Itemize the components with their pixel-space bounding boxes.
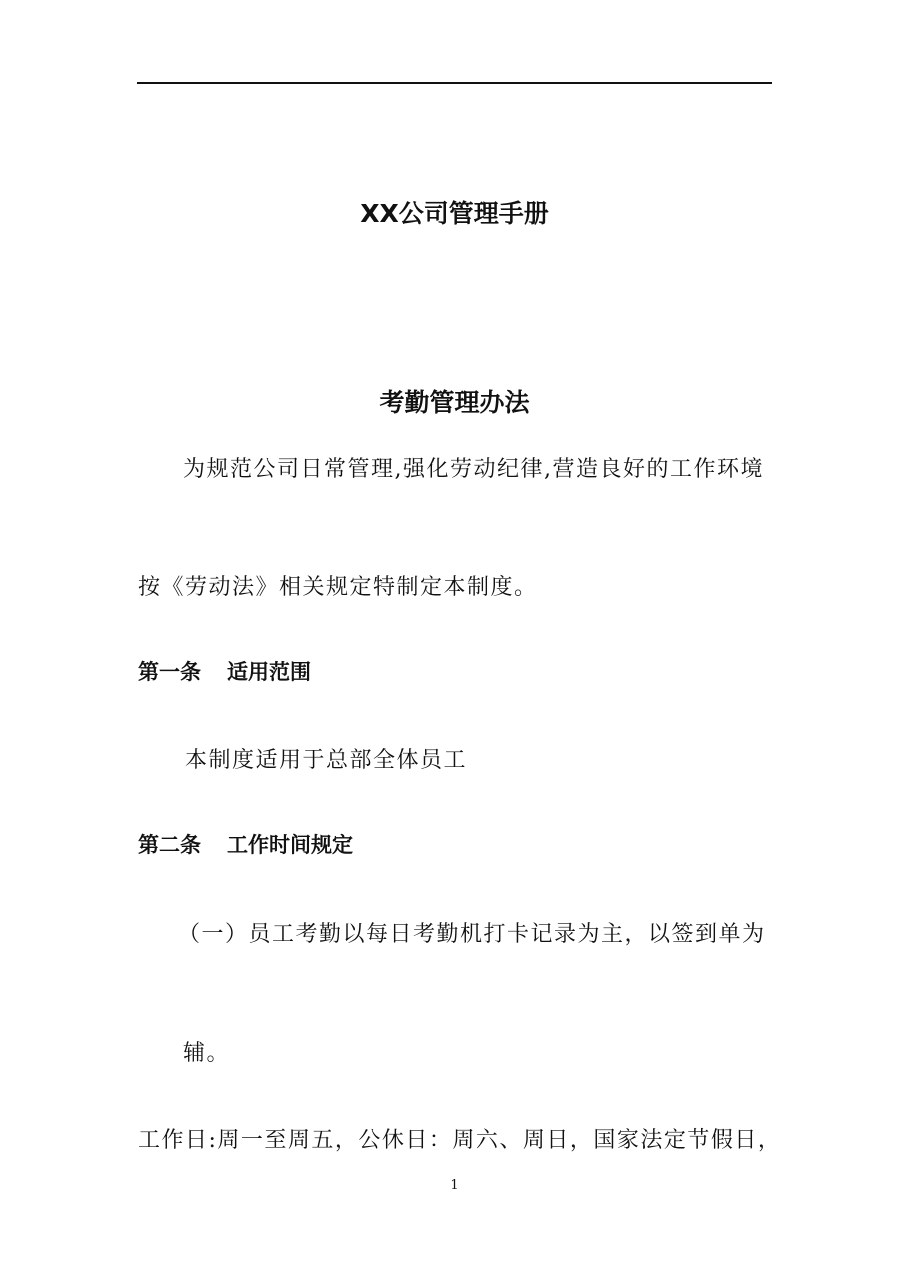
article-2-number: 第二条 <box>138 833 201 857</box>
header-rule <box>137 82 772 84</box>
article-2-title: 工作时间规定 <box>227 833 353 857</box>
article-1-title: 适用范围 <box>227 660 311 684</box>
article-2-item-1-line-2: 辅。 <box>183 1041 231 1066</box>
article-1-heading <box>138 656 311 686</box>
article-2-item-1-line-1: （一）员工考勤以每日考勤机打卡记录为主，以签到单为 <box>178 922 766 947</box>
article-2-heading <box>138 829 353 859</box>
article-1-number: 第一条 <box>138 660 201 684</box>
document-title: XX公司管理手册 <box>360 199 549 228</box>
intro-paragraph-line-2: 按《劳动法》相关规定特制定本制度。 <box>138 575 538 600</box>
section-title: 考勤管理办法 <box>379 388 530 417</box>
intro-paragraph-line-1: 为规范公司日常管理,强化劳动纪律,营造良好的工作环境 <box>183 457 764 482</box>
workday-line: 工作日:周一至周五，公休日：周六、周日，国家法定节假日， <box>138 1128 782 1153</box>
article-1-body: 本制度适用于总部全体员工 <box>185 748 468 773</box>
page-number: 1 <box>450 1178 459 1193</box>
